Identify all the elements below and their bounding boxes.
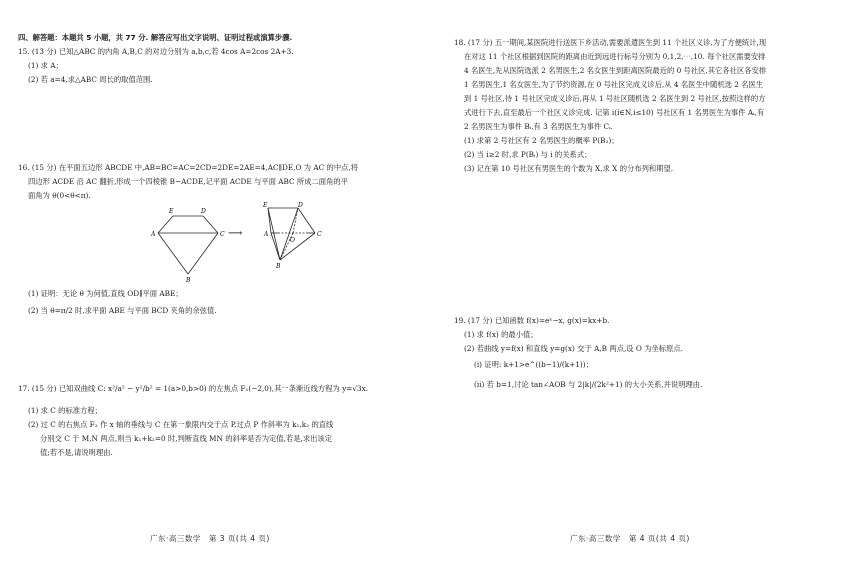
label-a-right: A	[264, 231, 269, 238]
problem-17-part-2-line-3: 值;若不是,请说明理由.	[40, 448, 113, 457]
label-e-right: E	[263, 202, 268, 209]
label-d-left: D	[201, 208, 206, 215]
problem-18-stem-line-4: 1 名男医生,1 名女医生,为了节约资源,在 0 号社区完成义诊后,从 4 名医生中随机选 2 名医生	[464, 80, 764, 89]
problem-18-part-1: (1) 求第 2 号社区有 2 名男医生的概率 P(B₂)；	[464, 136, 619, 145]
label-d-right: D	[298, 202, 303, 209]
problem-18-stem-line-2: 在对这 11 个社区根据到医院的距离由近到远进行标号分别为 0,1,2,⋯,10. 每个社区需要安排	[464, 52, 766, 61]
problem-16-figure	[140, 200, 340, 285]
problem-18-stem-line-1: 18. (17 分) 五一期间,某医院进行送医下乡活动,需要派遣医生到 11 个社区义诊,为了方便统计,现	[454, 38, 767, 47]
problem-18-stem-line-3: 4 名医生,先从医院选派 2 名男医生,2 名女医生到距离医院最近的 0 号社区,其它各社区各安排	[464, 66, 767, 75]
problem-16-stem-line-2: 四边形 ACDE 沿 AC 翻折,形成一个四棱锥 B−ACDE,记平面 ACDE 与平面 ABC 所成二面角的平	[28, 177, 348, 186]
label-e-left: E	[169, 208, 174, 215]
problem-16-part-2: (2) 当 θ=π/2 时,求平面 ABE 与平面 BCD 夹角的余弦值.	[28, 306, 217, 315]
page-4	[430, 0, 850, 571]
problem-15-part-1: (1) 求 A；	[28, 61, 63, 70]
problem-19-part-2: (2) 若曲线 y=f(x) 和直线 y=g(x) 交于 A,B 两点,设 O 为坐标原点.	[464, 344, 683, 353]
problem-19-part-2-ii: (ⅱ) 若 b=1,讨论 tan∠AOB 与 2|k|/(2k²+1) 的大小关系,并说明理由.	[474, 380, 703, 389]
fold-arrow: ⟶	[228, 228, 243, 239]
page-3	[0, 0, 420, 571]
problem-15-stem: 15. (13 分) 已知△ABC 的内角 A,B,C 的对边分别为 a,b,c,若 4cos A=2cos 2A+3.	[18, 47, 294, 56]
problem-17-part-1: (1) 求 C 的标准方程；	[28, 406, 102, 415]
problem-18-part-2: (2) 当 i≥2 时,求 P(Bᵢ) 与 i 的关系式；	[464, 150, 592, 159]
label-b-left: B	[186, 277, 191, 284]
problem-17-part-2-line-2: 分别交 C 于 M,N 两点,则当 k₁+k₂=0 时,判断直线 MN 的斜率是否为定值,若是,求出该定	[40, 434, 333, 443]
problem-16-stem-line-1: 16. (15 分) 在平面五边形 ABCDE 中,AB=BC=AC=2CD=2DE=2AE=4,AC∥DE,O 为 AC 的中点,将	[18, 163, 359, 172]
problem-18-stem-line-7: 2 名男医生为事件 Bᵢ,有 3 名男医生为事件 Cᵢ.	[464, 122, 613, 131]
problem-16-part-1: (1) 证明：无论 θ 为何值,直线 OD∥平面 ABE；	[28, 289, 183, 298]
problem-17-part-2-line-1: (2) 过 C 的右焦点 F₂ 作 x 轴的垂线与 C 在第一象限内交于点 P,过点 P 作斜率为 k₁,k₂ 的直线	[28, 420, 334, 429]
label-a-left: A	[151, 231, 156, 238]
label-o-right: O	[290, 237, 295, 244]
label-c-left: C	[220, 231, 225, 238]
problem-15-part-2: (2) 若 a=4,求△ABC 周长的取值范围.	[28, 75, 153, 84]
problem-18-part-3: (3) 记在第 10 号社区有男医生的个数为 X,求 X 的分布列和期望.	[464, 164, 674, 173]
problem-18-stem-line-5: 到 1 号社区,待 1 号社区完成义诊后,再从 1 号社区随机选 2 名医生到 2 号社区,按照这样的方	[464, 94, 766, 103]
problem-18-stem-line-6: 式进行下去,直至最后一个社区义诊完成. 记第 i(i∈N,i≤10) 号社区有 1 名男医生为事件 Aᵢ,有	[464, 108, 765, 117]
section-header: 四、解答题：本题共 5 小题，共 77 分. 解答应写出文字说明、证明过程或演算步骤.	[18, 33, 293, 42]
label-c-right: C	[317, 231, 322, 238]
footer-page-4: 广东·高三数学 第 4 页(共 4 页)	[570, 534, 690, 543]
problem-19-part-2-i: (ⅰ) 证明: k+1>e^((b−1)/(k+1))；	[474, 360, 593, 369]
problem-17-stem: 17. (15 分) 已知双曲线 C: x²/a² − y²/b² = 1(a>0,b>0) 的左焦点 F₁(−2,0),其一条渐近线方程为 y=√3x.	[18, 384, 369, 393]
problem-16-stem-line-3: 面角为 θ(0<θ<π).	[28, 191, 91, 200]
problem-19-stem: 19. (17 分) 已知函数 f(x)=eˣ−x, g(x)=kx+b.	[454, 316, 610, 325]
problem-19-part-1: (1) 求 f(x) 的最小值；	[464, 330, 538, 339]
footer-page-3: 广东·高三数学 第 3 页(共 4 页)	[150, 534, 270, 543]
label-b-right: B	[276, 263, 281, 270]
